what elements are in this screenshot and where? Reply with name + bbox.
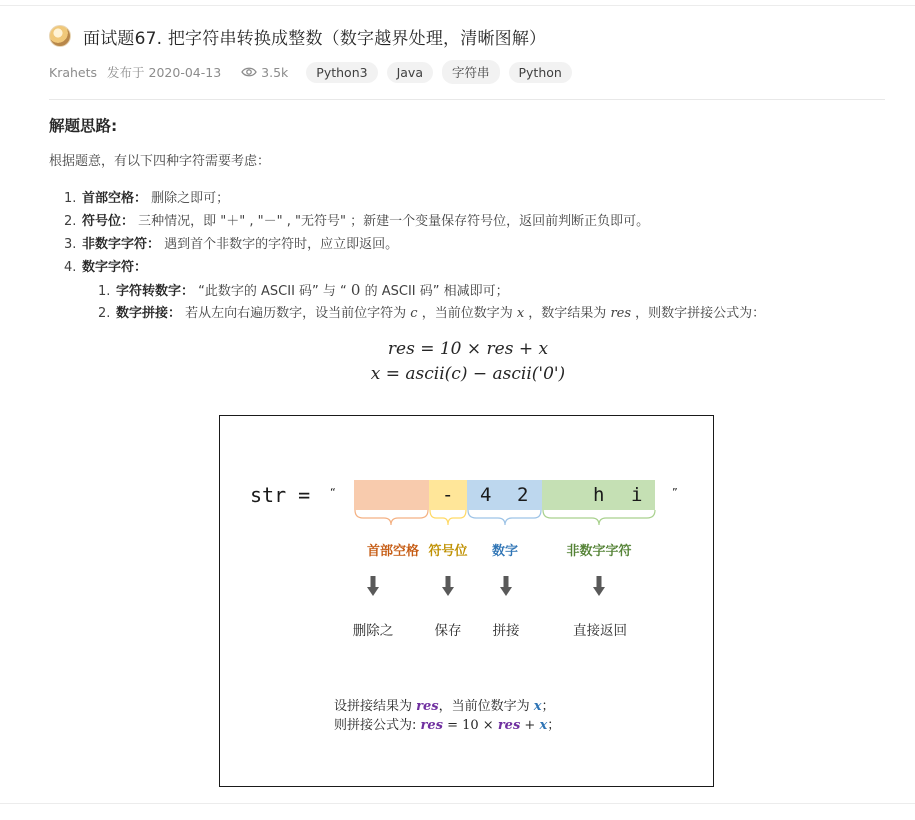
math-inline: x <box>516 306 525 321</box>
list-item-text: “此数字的 ASCII 码” 与 “ <box>194 284 351 299</box>
action-concat: 拼接 <box>492 623 520 639</box>
eye-icon <box>241 66 257 78</box>
char-h: h <box>593 484 605 506</box>
note-text: ； <box>541 699 555 714</box>
article-title: 面试题67. 把字符串转换成整数（数字越界处理，清晰图解） <box>83 28 547 49</box>
note-text: ； <box>547 718 561 733</box>
note-text: + <box>520 718 540 733</box>
intro-paragraph: 根据题意，有以下四种字符需要考虑： <box>49 154 271 169</box>
formula-line: x = ascii(c) − ascii('0') <box>370 364 566 384</box>
top-divider <box>0 5 915 6</box>
down-arrow-icon <box>442 576 454 598</box>
char-2: 2 <box>517 484 529 506</box>
down-arrow-icon <box>593 576 605 598</box>
tag-python3[interactable]: Python3 <box>306 62 377 83</box>
math-inline: 0 <box>350 281 361 299</box>
list-item <box>49 256 889 279</box>
list-item <box>49 210 889 233</box>
segment-sign <box>429 480 467 510</box>
header-divider <box>49 99 885 100</box>
formula-line: res = 10 × res + x <box>387 339 549 359</box>
list-number: 3. <box>64 237 77 252</box>
list-number: 2. <box>64 214 77 229</box>
article-meta <box>49 60 889 84</box>
tag-java[interactable]: Java <box>387 62 433 83</box>
list-item-text: 遇到首个非数字的字符时，应立即返回。 <box>160 237 399 252</box>
action-return: 直接返回 <box>573 623 627 639</box>
illustration-figure <box>219 415 714 787</box>
brace-sign <box>430 510 466 525</box>
str-prefix: str = <box>250 483 311 507</box>
note-line-1 <box>334 697 560 716</box>
down-arrow-icon <box>367 576 379 598</box>
segment-digits <box>467 480 542 510</box>
title-row <box>49 24 889 48</box>
figure-note <box>334 697 560 735</box>
list-item-text: 的 ASCII 码” 相减即可； <box>360 284 509 299</box>
section-heading: 解题思路: <box>49 117 118 135</box>
note-res-var: res <box>420 718 443 733</box>
note-x-var: x <box>533 699 542 714</box>
list-item-text: 删除之即可； <box>147 191 230 206</box>
author-avatar[interactable] <box>49 25 71 47</box>
brace-nondigits <box>543 510 655 525</box>
view-count-value: 3.5k <box>261 64 289 80</box>
list-item <box>49 233 889 256</box>
note-text: ，当前位数字为 <box>438 699 534 714</box>
note-x-var: x <box>539 718 548 733</box>
tag-python[interactable]: Python <box>509 62 572 83</box>
char-i: i <box>631 484 643 506</box>
list-number: 2. <box>98 306 111 321</box>
tag-string[interactable]: 字符串 <box>442 60 500 84</box>
brace-digits <box>468 510 541 525</box>
char-4: 4 <box>480 484 492 506</box>
article-body <box>49 114 889 387</box>
brace-spaces <box>355 510 428 525</box>
author-name[interactable]: Krahets <box>49 64 98 80</box>
nested-list <box>49 279 889 325</box>
quote-close: ” <box>672 486 678 499</box>
sub-list-item <box>49 302 889 325</box>
sub-list-item <box>49 279 889 302</box>
note-res-var: res <box>416 699 439 714</box>
list-item-text: 若从左向右遍历数字，设当前位字符为 <box>181 306 411 321</box>
segment-spaces <box>354 480 429 510</box>
list-item-text: ，当前位数字为 <box>417 306 517 321</box>
view-count <box>241 65 288 80</box>
label-digits: 数字 <box>491 544 518 559</box>
list-number: 1. <box>98 284 111 299</box>
quote-open: “ <box>330 486 336 499</box>
label-sign: 符号位 <box>428 544 468 559</box>
math-inline: c <box>410 306 418 321</box>
list-item-text: 三种情况，即 "＋" , "－" , "无符号" ；新建一个变量保存符号位，返回前判断正负即可。 <box>134 214 650 229</box>
list-item-term: 数字拼接： <box>116 306 182 321</box>
note-text: = 10 × <box>442 718 498 733</box>
list-item-term: 字符转数字： <box>116 284 195 299</box>
note-line-2 <box>334 716 560 735</box>
publish-date: 发布于 2020-04-13 <box>107 65 222 80</box>
brace-group <box>220 508 715 534</box>
bottom-divider <box>0 803 915 804</box>
char-minus: - <box>442 484 454 506</box>
math-inline: res <box>610 306 632 321</box>
down-arrow-icon <box>500 576 512 598</box>
list-item <box>49 187 889 210</box>
list-item-term: 符号位： <box>82 214 135 229</box>
list-item-term: 数字字符： <box>82 260 148 275</box>
article-header <box>49 24 889 84</box>
segment-nondigits <box>542 480 655 510</box>
list-number: 1. <box>64 191 77 206</box>
list-item-text: ，数字结果为 <box>524 306 611 321</box>
label-non-digits: 非数字字符 <box>566 544 632 559</box>
action-save: 保存 <box>434 623 462 639</box>
note-text: 设拼接结果为 <box>334 699 417 714</box>
list-item-term: 首部空格： <box>82 191 148 206</box>
action-delete: 删除之 <box>352 623 394 639</box>
formula-block <box>49 337 887 387</box>
ordered-list <box>49 187 889 325</box>
list-item-term: 非数字字符： <box>82 237 161 252</box>
label-leading-spaces: 首部空格 <box>366 544 419 559</box>
list-number: 4. <box>64 260 77 275</box>
note-res-var: res <box>497 718 521 733</box>
list-item-text: ，则数字拼接公式为： <box>631 306 766 321</box>
note-text: 则拼接公式为: <box>334 718 421 733</box>
